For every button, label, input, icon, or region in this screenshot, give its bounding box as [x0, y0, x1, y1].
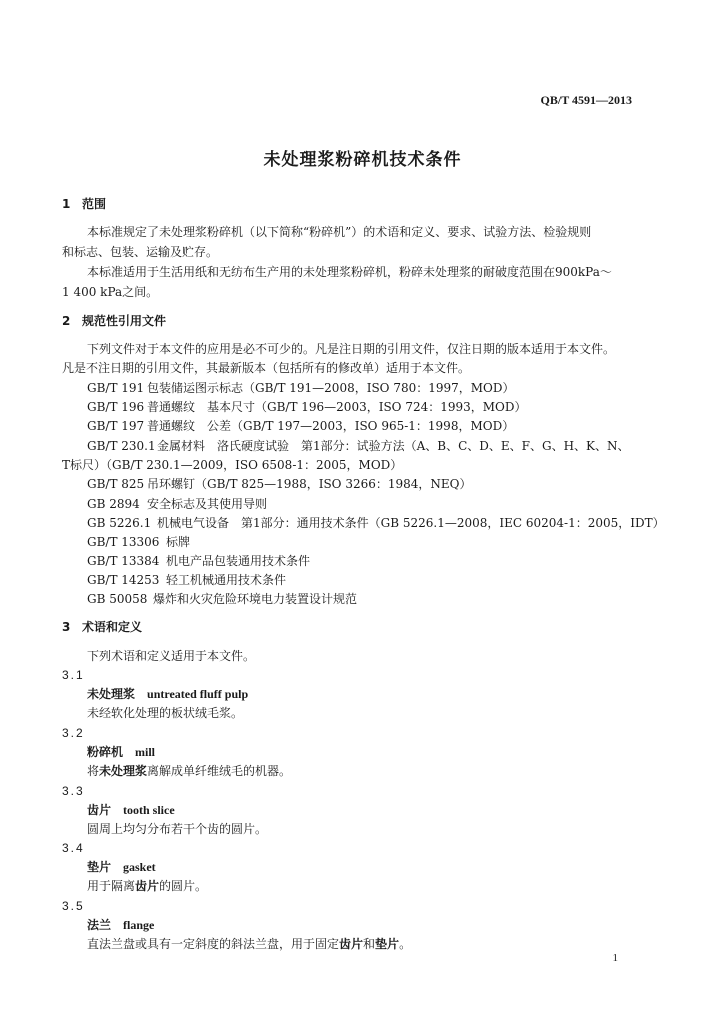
definition-text: 的圆片。 [159, 879, 208, 893]
reference-code: GB/T 13306 [87, 535, 160, 549]
definition-text: 和 [363, 937, 376, 951]
term-english: tooth slice [123, 803, 175, 817]
definition-term-ref: 齿片 [135, 879, 160, 893]
document-title: 未处理浆粉碎机技术条件 [263, 150, 462, 170]
term-definition [87, 936, 411, 952]
section-title: 术语和定义 [82, 620, 143, 634]
term-english: untreated fluff pulp [147, 687, 249, 701]
term-heading [87, 917, 154, 933]
reference-title: 金属材料 洛氏硬度试验 第1部分：试验方法（A、B、C、D、E、F、G、H、K、N、 [157, 439, 630, 453]
reference-item [87, 572, 286, 588]
page-number: 1 [612, 952, 618, 964]
standard-code: QB/T 4591—2013 [540, 93, 632, 107]
reference-item [87, 496, 267, 512]
reference-title: 安全标志及其使用导则 [147, 497, 268, 511]
references-intro-line-1: 下列文件对于本文件的应用是必不可少的。凡是注日期的引用文件，仅注日期的版本适用于本文件。 [87, 342, 616, 356]
section-title: 规范性引用文件 [82, 314, 167, 328]
section-2-heading [62, 313, 166, 329]
reference-code: GB/T 191 [87, 381, 145, 395]
reference-code: GB 2894 [87, 497, 140, 511]
reference-title: 爆炸和火灾危险环境电力装置设计规范 [153, 592, 358, 606]
definition-term-ref: 垫片 [375, 937, 400, 951]
reference-title: 包装储运图示标志（GB/T 191—2008，ISO 780：1997，MOD） [147, 381, 515, 395]
term-definition [87, 763, 291, 779]
reference-code: GB 5226.1 [87, 516, 152, 530]
reference-title: 标牌 [166, 535, 191, 549]
reference-title: 吊环螺钉（GB/T 825—1988，ISO 3266：1984，NEQ） [147, 477, 472, 491]
section-number: 1 [62, 197, 71, 211]
term-number: 3.1 [62, 668, 85, 682]
reference-code: GB/T 14253 [87, 573, 160, 587]
term-definition [87, 878, 207, 894]
definition-text: 离解成单纤维绒毛的机器。 [147, 764, 292, 778]
scope-paragraph-1-line-2: 和标志、包装、运输及贮存。 [62, 245, 219, 259]
section-number: 3 [62, 620, 71, 634]
section-number: 2 [62, 314, 71, 328]
reference-item [87, 476, 472, 492]
term-english: flange [123, 918, 155, 932]
definition-text: 将 [87, 764, 100, 778]
reference-code: GB/T 825 [87, 477, 145, 491]
term-number: 3.5 [62, 899, 85, 913]
reference-item [87, 399, 527, 415]
section-title: 范围 [82, 197, 107, 211]
reference-title: 机电产品包装通用技术条件 [166, 554, 311, 568]
definition-term-ref: 未处理浆 [99, 764, 148, 778]
term-heading [87, 802, 175, 818]
term-chinese: 垫片 [87, 860, 112, 874]
term-number: 3.2 [62, 726, 85, 740]
reference-item [87, 534, 190, 550]
reference-item-continuation: T标尺）（GB/T 230.1—2009，ISO 6508-1：2005，MOD） [62, 458, 403, 472]
scope-paragraph-2-line-2: 1 400 kPa之间。 [62, 285, 159, 299]
reference-item [87, 438, 630, 454]
term-chinese: 齿片 [87, 803, 112, 817]
reference-item [87, 418, 514, 434]
term-definition: 圆周上均匀分布若干个齿的圆片。 [87, 822, 268, 836]
reference-code: GB/T 196 [87, 400, 145, 414]
term-number: 3.4 [62, 841, 85, 855]
reference-code: GB 50058 [87, 592, 148, 606]
term-english: mill [135, 745, 156, 759]
section-1-heading [62, 196, 106, 212]
reference-title: 普通螺纹 公差（GB/T 197—2003，ISO 965-1：1998，MOD） [147, 419, 515, 433]
term-chinese: 未处理浆 [87, 687, 136, 701]
reference-item [87, 380, 515, 396]
term-english: gasket [123, 860, 156, 874]
term-heading [87, 744, 155, 760]
definition-text: 直法兰盘或具有一定斜度的斜法兰盘，用于固定 [87, 937, 340, 951]
reference-code: GB/T 13384 [87, 554, 160, 568]
reference-code: GB/T 230.1 [87, 439, 156, 453]
scope-paragraph-1-line-1: 本标准规定了未处理浆粉碎机（以下简称“粉碎机”）的术语和定义、要求、试验方法、检验规则 [87, 225, 592, 239]
definition-term-ref: 齿片 [339, 937, 364, 951]
term-heading [87, 686, 248, 702]
reference-title: 机械电气设备 第1部分：通用技术条件（GB 5226.1—2008，IEC 60204-1：2005，IDT） [157, 516, 665, 530]
reference-title: 普通螺纹 基本尺寸（GB/T 196—2003，ISO 724：1993，MOD） [147, 400, 527, 414]
reference-code: GB/T 197 [87, 419, 145, 433]
term-chinese: 粉碎机 [87, 745, 124, 759]
section-3-heading [62, 619, 142, 635]
terms-intro: 下列术语和定义适用于本文件。 [87, 649, 256, 663]
references-intro-line-2: 凡是不注日期的引用文件，其最新版本（包括所有的修改单）适用于本文件。 [62, 361, 471, 375]
reference-item [87, 515, 665, 531]
scope-paragraph-2-line-1: 本标准适用于生活用纸和无纺布生产用的未处理浆粉碎机，粉碎未处理浆的耐破度范围在900kPa～ [87, 265, 612, 279]
term-number: 3.3 [62, 784, 85, 798]
term-definition: 未经软化处理的板状绒毛浆。 [87, 706, 244, 720]
reference-item [87, 591, 357, 607]
definition-text: 。 [399, 937, 412, 951]
reference-item [87, 553, 310, 569]
term-chinese: 法兰 [87, 918, 112, 932]
term-heading [87, 859, 156, 875]
definition-text: 用于隔离 [87, 879, 136, 893]
reference-title: 轻工机械通用技术条件 [166, 573, 287, 587]
